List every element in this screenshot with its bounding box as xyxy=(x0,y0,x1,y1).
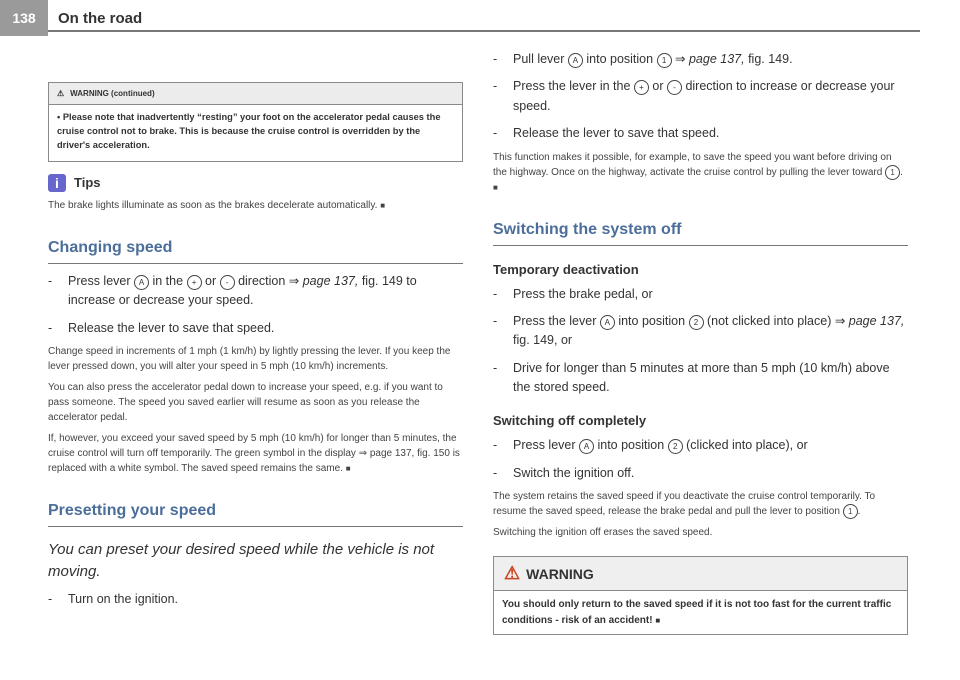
tips-text: The brake lights illuminate as soon as the brakes decelerate automatically. ■ xyxy=(48,199,386,211)
step-preset-1: - Turn on the ignition. xyxy=(48,590,463,609)
off-note-1: The system retains the saved speed if you deactivate the cruise control temporarily. To resume the saved speed, release the brake pedal and pull the lever to position 1 . xyxy=(493,491,876,518)
warning-box-continued xyxy=(48,82,463,162)
heading-rule xyxy=(493,245,908,246)
warning-header xyxy=(49,83,462,105)
page-header xyxy=(0,0,960,36)
warning-body: • Please note that inadvertently “resting” your foot on the accelerator pedal causes the cruise control not to brake. This is because the cruise control is overridden by the driver's acceleration. xyxy=(57,112,441,150)
left-column xyxy=(48,42,463,610)
step-temp-3: - Drive for longer than 5 minutes at more than 5 mph (10 km/h) above the stored speed. xyxy=(493,359,908,398)
info-icon: i xyxy=(48,174,66,192)
step-complete-1: - Press lever A into position 2 (clicked into place), or xyxy=(493,436,908,455)
step-change-2: - Release the lever to save that speed. xyxy=(48,319,463,338)
circle-label: A xyxy=(134,275,149,290)
heading-switching-off: Switching the system off xyxy=(493,220,682,238)
warning-box xyxy=(493,556,908,635)
heading-changing-speed: Changing speed xyxy=(48,238,173,256)
heading-presetting: Presetting your speed xyxy=(48,501,217,519)
heading-rule xyxy=(48,263,463,264)
header-rule xyxy=(48,30,920,32)
step-temp-1: - Press the brake pedal, or xyxy=(493,285,908,304)
step-right-3: - Release the lever to save that speed. xyxy=(493,124,908,143)
warning-body: You should only return to the saved speed if it is not too fast for the current traffic conditions - risk of an accident! ■ xyxy=(502,599,892,626)
heading-rule xyxy=(48,526,463,527)
warning-header xyxy=(494,557,907,591)
step-right-2: - Press the lever in the + or - direction to increase or decrease your speed. xyxy=(493,77,908,116)
step-change-1: - Press lever A in the + or - direction ⇒ page 137, fig. 149 to increase or decrease your speed. xyxy=(48,272,463,311)
presetting-subtitle: You can preset your desired speed while the vehicle is not moving. xyxy=(48,540,435,580)
heading-complete: Switching off completely xyxy=(493,413,647,429)
note-change-2: You can also press the accelerator pedal down to increase your speed, e.g. if you want to pass someone. The speed you saved earlier will resume as soon as you release the accelerator pedal. xyxy=(48,381,443,423)
warning-icon: ⚠ xyxy=(504,563,521,584)
warning-title: WARNING (continued) xyxy=(70,89,155,98)
tips-row xyxy=(48,174,463,192)
right-column xyxy=(493,42,908,635)
tips-label: Tips xyxy=(74,175,101,191)
function-note: This function makes it possible, for example, to save the speed you want before driving on the highway. Once on the highway, activate the cruise control by pulling the lever toward 1 . ■ xyxy=(493,151,903,192)
page-number: 138 xyxy=(0,0,48,36)
step-complete-2: - Switch the ignition off. xyxy=(493,464,908,483)
step-right-1: - Pull lever A into position 1 ⇒ page 137, fig. 149. xyxy=(493,50,908,69)
off-note-2: Switching the ignition off erases the saved speed. xyxy=(493,527,713,539)
step-temp-2: - Press the lever A into position 2 (not clicked into place) ⇒ page 137, fig. 149, or xyxy=(493,312,908,351)
note-change-3: If, however, you exceed your saved speed by 5 mph (10 km/h) for longer than 5 minutes, the cruise control will turn off temporarily. The green symbol in the display ⇒ page 137, fig. 150 is replaced with a white symbol. The saved speed remains the same. ■ xyxy=(48,432,460,474)
heading-temporary: Temporary deactivation xyxy=(493,261,639,277)
warning-icon: ⚠ xyxy=(57,89,65,98)
note-change-1: Change speed in increments of 1 mph (1 km/h) by lightly pressing the lever. If you keep the lever pressed down, you will alter your speed in 5 mph (10 km/h) increments. xyxy=(48,345,451,372)
warning-title: WARNING xyxy=(526,565,594,582)
section-title: On the road xyxy=(58,10,143,27)
